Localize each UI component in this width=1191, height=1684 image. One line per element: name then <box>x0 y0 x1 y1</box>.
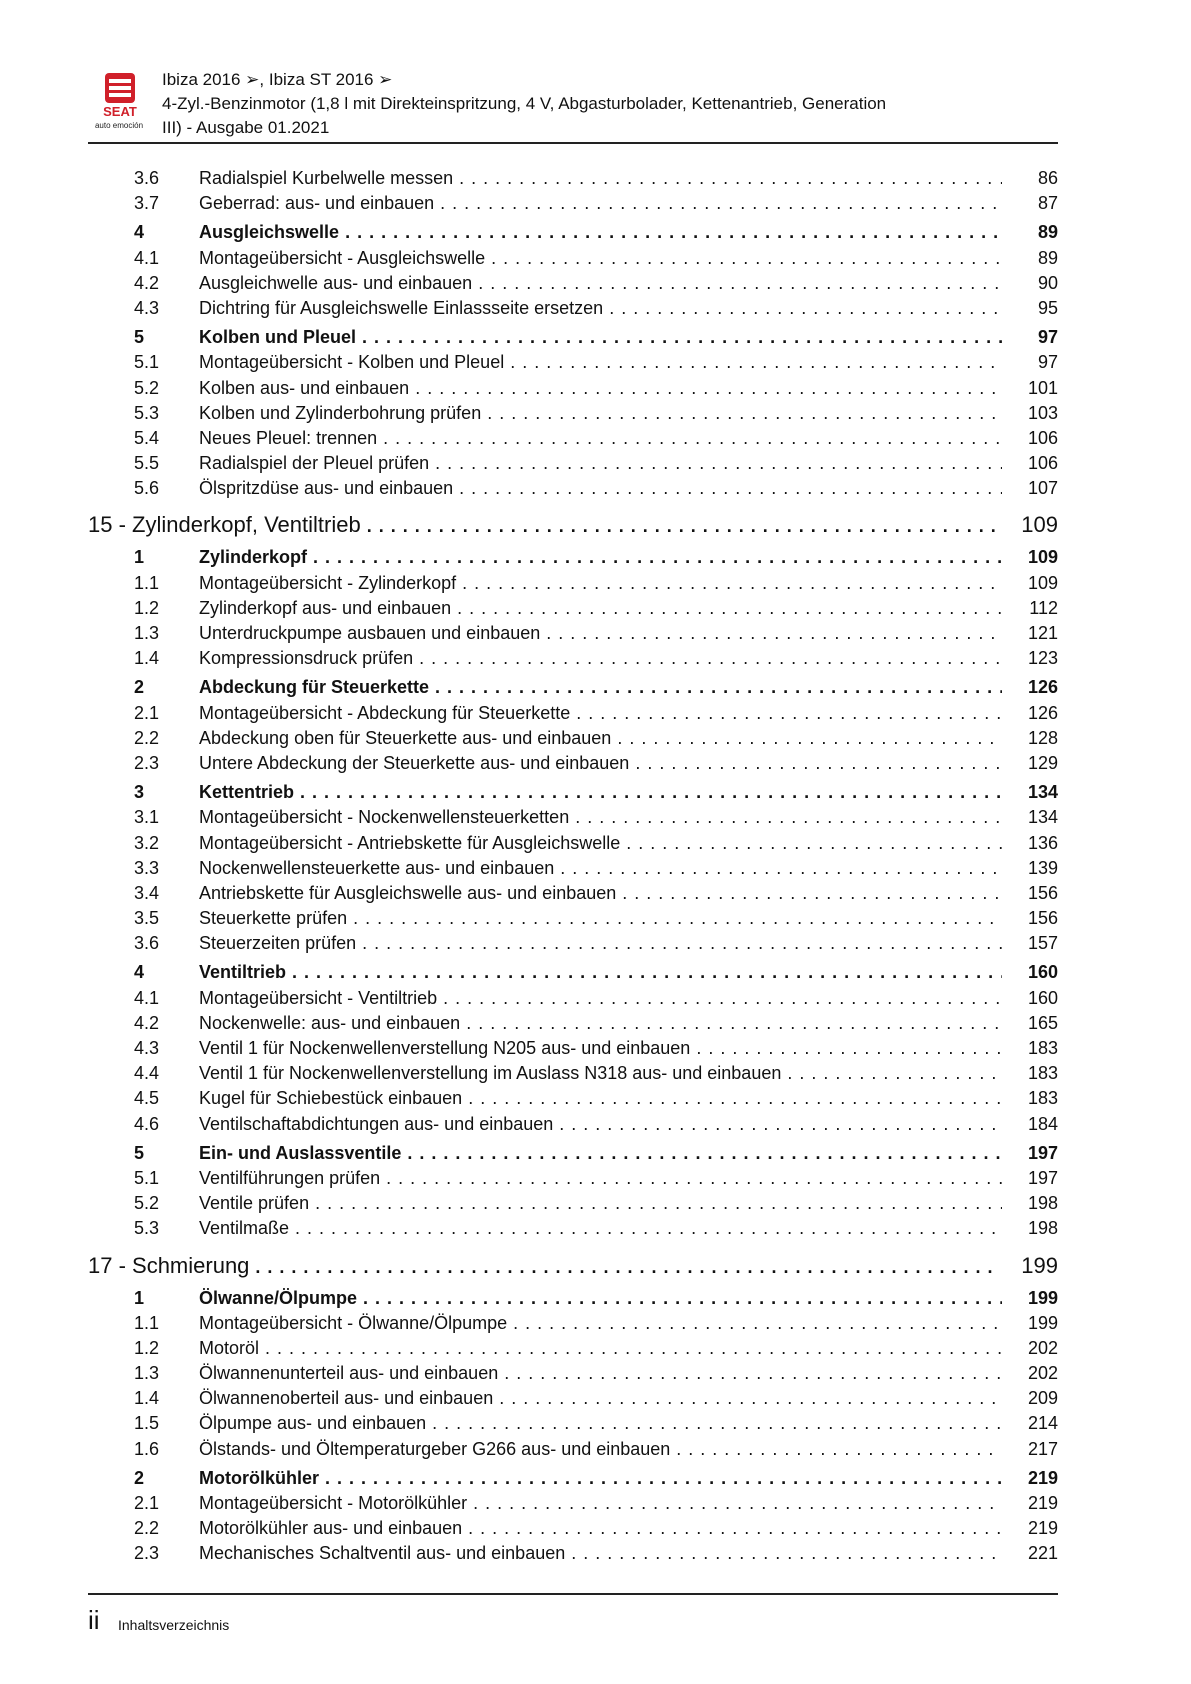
toc-number: 1.2 <box>134 597 160 618</box>
toc-title: Nockenwelle: aus- und einbauen . . . <box>199 1011 1002 1036</box>
toc-entry[interactable] <box>88 931 1058 956</box>
toc-title: Montageübersicht - Motorölkühler . . . <box>199 1491 1002 1516</box>
toc-page-number: 97 <box>1037 352 1058 373</box>
toc-title: Untere Abdeckung der Steuerkette aus- und einbauen . . . <box>199 751 1002 776</box>
toc-section[interactable] <box>88 220 1058 245</box>
toc-title: Motoröl . . . <box>199 1336 1002 1361</box>
toc-title: Ventilschaftabdichtungen aus- und einbauen . . . <box>199 1112 1002 1137</box>
toc-title: Ölwanne/Ölpumpe . . . <box>199 1286 1002 1311</box>
toc-number: 2 <box>134 1467 145 1488</box>
toc-entry[interactable] <box>88 751 1058 776</box>
toc-title: Ölstands- und Öltemperaturgeber G266 aus- und einbauen . . . <box>199 1437 1002 1462</box>
toc-entry[interactable] <box>88 596 1058 621</box>
toc-number: 1.1 <box>134 572 160 593</box>
toc-entry[interactable] <box>88 1036 1058 1061</box>
document-header <box>88 64 1058 144</box>
toc-page-number: 199 <box>1021 1252 1058 1278</box>
toc-page-number: 209 <box>1027 1388 1058 1409</box>
toc-number: 1.2 <box>134 1337 160 1358</box>
toc-number: 3.2 <box>134 832 160 853</box>
toc-page-number: 89 <box>1037 222 1058 243</box>
toc-page-number: 97 <box>1037 327 1058 348</box>
toc-title: Ölspritzdüse aus- und einbauen . . . <box>199 476 1002 501</box>
toc-entry[interactable] <box>88 1086 1058 1111</box>
toc-title: Ventile prüfen . . . <box>199 1191 1002 1216</box>
toc-number: 5.6 <box>134 478 160 499</box>
toc-entry[interactable] <box>88 246 1058 271</box>
toc-section[interactable] <box>88 780 1058 805</box>
toc-title: Unterdruckpumpe ausbauen und einbauen . . . <box>199 621 1002 646</box>
toc-title: Steuerkette prüfen . . . <box>199 906 1002 931</box>
svg-text:auto emoción: auto emoción <box>94 121 144 130</box>
toc-number: 4.1 <box>134 987 160 1008</box>
toc-entry[interactable] <box>88 376 1058 401</box>
toc-page-number: 106 <box>1027 453 1058 474</box>
toc-title: Montageübersicht - Antriebskette für Ausgleichswelle . . . <box>199 831 1002 856</box>
toc-title: Ventil 1 für Nockenwellenverstellung N205 aus- und einbauen . . . <box>199 1036 1002 1061</box>
toc-number: 3.3 <box>134 857 160 878</box>
toc-entry[interactable] <box>88 1311 1058 1336</box>
title-line-1: Ibiza 2016 ➢, Ibiza ST 2016 ➢ <box>162 70 393 89</box>
toc-entry[interactable] <box>88 726 1058 751</box>
toc-number: 2.1 <box>134 702 160 723</box>
toc-number: 5 <box>134 327 145 348</box>
toc-page-number: 112 <box>1029 597 1058 618</box>
toc-entry[interactable] <box>88 831 1058 856</box>
toc-number: 1.1 <box>134 1312 160 1333</box>
toc-number: 2.3 <box>134 1543 160 1564</box>
toc-entry[interactable] <box>88 1011 1058 1036</box>
toc-number: 1.3 <box>134 623 160 643</box>
toc-section[interactable] <box>88 960 1058 985</box>
toc-page-number: 107 <box>1027 478 1058 499</box>
toc-page-number: 199 <box>1027 1312 1058 1333</box>
toc-page-number: 198 <box>1027 1218 1058 1239</box>
toc-entry[interactable] <box>88 350 1058 375</box>
toc-number: 5.3 <box>134 402 160 423</box>
toc-entry[interactable] <box>88 906 1058 931</box>
toc-entry[interactable] <box>88 476 1058 501</box>
toc-entry[interactable] <box>88 1516 1058 1541</box>
toc-number: 4.5 <box>134 1088 160 1109</box>
toc-title: Kolben aus- und einbauen . . . <box>199 376 1002 401</box>
toc-entry[interactable] <box>88 1061 1058 1086</box>
toc-page-number: 183 <box>1027 1063 1058 1084</box>
toc-title: Ventilführungen prüfen . . . <box>199 1166 1002 1191</box>
page-footer <box>88 1593 1058 1635</box>
toc-entry[interactable] <box>88 426 1058 451</box>
toc-page-number: 165 <box>1027 1012 1058 1033</box>
toc-title: Montageübersicht - Ölwanne/Ölpumpe . . . <box>199 1311 1002 1336</box>
toc-title: Motorölkühler . . . <box>199 1466 1002 1491</box>
toc-entry[interactable] <box>88 1166 1058 1191</box>
toc-page-number: 136 <box>1027 832 1058 853</box>
toc-entry[interactable] <box>88 451 1058 476</box>
table-of-contents <box>88 166 1058 1567</box>
footer-label: Inhaltsverzeichnis <box>118 1617 230 1633</box>
toc-title: Abdeckung für Steuerkette . . . <box>199 675 1002 700</box>
toc-section[interactable] <box>88 1141 1058 1166</box>
toc-title: Kompressionsdruck prüfen . . . <box>199 646 1002 671</box>
toc-title: Kugel für Schiebestück einbauen . . . <box>199 1086 1002 1111</box>
toc-title: Abdeckung oben für Steuerkette aus- und einbauen . . . <box>199 726 1002 751</box>
toc-page-number: 197 <box>1027 1142 1058 1163</box>
svg-text:SEAT: SEAT <box>103 104 137 119</box>
toc-entry[interactable] <box>88 986 1058 1011</box>
toc-entry[interactable] <box>88 881 1058 906</box>
toc-page-number: 128 <box>1027 727 1058 748</box>
toc-number: 4.3 <box>134 297 160 318</box>
toc-title: Zylinderkopf aus- und einbauen . . . <box>199 596 1002 621</box>
toc-entry[interactable] <box>88 646 1058 671</box>
toc-title: Ölpumpe aus- und einbauen . . . <box>199 1411 1002 1436</box>
toc-entry[interactable] <box>88 701 1058 726</box>
toc-title: Ventilmaße . . . <box>199 1216 1002 1241</box>
toc-entry[interactable] <box>88 1541 1058 1566</box>
toc-number: 1.3 <box>134 1363 160 1384</box>
toc-title: Ein- und Auslassventile . . . <box>199 1141 1002 1166</box>
toc-number: 2.2 <box>134 1518 160 1539</box>
toc-page-number: 202 <box>1027 1337 1058 1358</box>
toc-title: Motorölkühler aus- und einbauen . . . <box>199 1516 1002 1541</box>
toc-page-number: 198 <box>1027 1193 1058 1214</box>
toc-page-number: 199 <box>1027 1287 1058 1308</box>
toc-number: 5.4 <box>134 427 160 448</box>
toc-page-number: 139 <box>1027 857 1058 878</box>
toc-title: Steuerzeiten prüfen . . . <box>199 931 1002 956</box>
toc-number: 5.2 <box>134 377 160 398</box>
toc-title: Montageübersicht - Ventiltrieb . . . <box>199 986 1002 1011</box>
toc-page-number: 90 <box>1037 272 1058 293</box>
toc-page-number: 214 <box>1027 1413 1058 1434</box>
toc-page-number: 219 <box>1027 1467 1058 1488</box>
toc-entry[interactable] <box>88 296 1058 321</box>
toc-number: 4.6 <box>134 1113 160 1134</box>
toc-title: Dichtring für Ausgleichswelle Einlassseite ersetzen . . . <box>199 296 1002 321</box>
toc-page-number: 221 <box>1027 1543 1058 1564</box>
toc-page-number: 86 <box>1037 168 1058 188</box>
title-line-2: 4-Zyl.-Benzinmotor (1,8 l mit Direkteinspritzung, 4 V, Abgasturbolader, Kettenantrieb, Generation <box>162 94 887 113</box>
toc-number: 4 <box>134 222 145 243</box>
toc-chapter[interactable] <box>88 1250 1058 1282</box>
toc-page-number: 95 <box>1037 297 1058 318</box>
toc-page-number: 219 <box>1027 1518 1058 1539</box>
toc-number: 2 <box>134 677 145 698</box>
toc-page-number: 87 <box>1037 193 1058 214</box>
toc-page-number: 197 <box>1027 1167 1058 1188</box>
toc-chapter[interactable] <box>88 509 1058 541</box>
toc-page-number: 157 <box>1027 933 1058 954</box>
toc-number: 5.2 <box>134 1193 160 1214</box>
toc-page-number: 129 <box>1027 752 1058 773</box>
toc-number: 3.6 <box>134 933 160 954</box>
toc-title: 17 - Schmierung . . . <box>88 1250 998 1283</box>
toc-title: Kolben und Pleuel . . . <box>199 325 1002 350</box>
toc-page-number: 217 <box>1027 1438 1058 1459</box>
toc-page-number: 126 <box>1027 702 1058 723</box>
toc-number: 3.7 <box>134 193 160 214</box>
toc-title: Kettentrieb . . . <box>199 780 1002 805</box>
toc-number: 4.4 <box>134 1063 160 1084</box>
toc-title: Zylinderkopf . . . <box>199 545 1002 570</box>
toc-number: 2.2 <box>134 727 160 748</box>
toc-title: Nockenwellensteuerkette aus- und einbauen . . . <box>199 856 1002 881</box>
toc-title: Radialspiel der Pleuel prüfen . . . <box>199 451 1002 476</box>
toc-number: 3.5 <box>134 908 160 929</box>
toc-page-number: 103 <box>1027 402 1058 423</box>
toc-title: Antriebskette für Ausgleichswelle aus- und einbauen . . . <box>199 881 1002 906</box>
toc-title: Montageübersicht - Ausgleichswelle . . . <box>199 246 1002 271</box>
toc-number: 1.4 <box>134 1388 160 1409</box>
toc-page-number: 121 <box>1027 623 1058 643</box>
toc-title: Montageübersicht - Kolben und Pleuel . . . <box>199 350 1002 375</box>
toc-page-number: 126 <box>1027 677 1058 698</box>
toc-entry[interactable] <box>88 1411 1058 1436</box>
toc-page-number: 109 <box>1027 572 1058 593</box>
toc-entry[interactable] <box>88 401 1058 426</box>
toc-section[interactable] <box>88 675 1058 700</box>
toc-page-number: 89 <box>1037 247 1058 268</box>
toc-number: 2.1 <box>134 1493 160 1513</box>
toc-number: 1.5 <box>134 1413 160 1434</box>
toc-entry[interactable] <box>88 166 1058 191</box>
toc-page-number: 183 <box>1027 1088 1058 1109</box>
toc-page-number: 160 <box>1027 962 1058 983</box>
toc-number: 5.5 <box>134 453 160 474</box>
toc-page-number: 134 <box>1027 782 1058 803</box>
toc-number: 1.6 <box>134 1438 160 1459</box>
toc-entry[interactable] <box>88 1437 1058 1462</box>
toc-number: 5.3 <box>134 1218 160 1239</box>
toc-title: Ausgleichwelle aus- und einbauen . . . <box>199 271 1002 296</box>
toc-number: 1.4 <box>134 648 160 669</box>
toc-title: Mechanisches Schaltventil aus- und einbauen . . . <box>199 1541 1002 1566</box>
title-line-3: III) - Ausgabe 01.2021 <box>162 118 330 137</box>
toc-section[interactable] <box>88 325 1058 350</box>
toc-section[interactable] <box>88 545 1058 570</box>
toc-number: 4.2 <box>134 1012 160 1033</box>
toc-number: 3 <box>134 782 145 803</box>
toc-page-number: 123 <box>1027 648 1058 669</box>
toc-page-number: 184 <box>1027 1113 1058 1134</box>
toc-page-number: 106 <box>1027 427 1058 448</box>
toc-page-number: 160 <box>1027 987 1058 1008</box>
toc-number: 3.1 <box>134 807 160 828</box>
toc-title: Ölwannenunterteil aus- und einbauen . . . <box>199 1361 1002 1386</box>
toc-page-number: 183 <box>1027 1038 1058 1058</box>
toc-number: 4.3 <box>134 1038 160 1058</box>
toc-page-number: 156 <box>1027 908 1058 929</box>
toc-entry[interactable] <box>88 1191 1058 1216</box>
toc-entry[interactable] <box>88 1336 1058 1361</box>
toc-title: Ölwannenoberteil aus- und einbauen . . . <box>199 1386 1002 1411</box>
toc-entry[interactable] <box>88 1386 1058 1411</box>
toc-title: Geberrad: aus- und einbauen . . . <box>199 191 1002 216</box>
toc-entry[interactable] <box>88 805 1058 830</box>
toc-title: 15 - Zylinderkopf, Ventiltrieb . . . <box>88 509 998 542</box>
toc-page-number: 202 <box>1027 1363 1058 1384</box>
toc-title: Ventiltrieb . . . <box>199 960 1002 985</box>
document-title <box>162 68 1062 140</box>
toc-entry[interactable] <box>88 856 1058 881</box>
page-number: ii <box>88 1605 100 1635</box>
toc-entry[interactable] <box>88 1361 1058 1386</box>
toc-entry[interactable] <box>88 1491 1058 1516</box>
toc-page-number: 101 <box>1027 377 1058 398</box>
toc-number: 4.1 <box>134 247 160 268</box>
toc-number: 5.1 <box>134 352 160 373</box>
toc-number: 2.3 <box>134 752 160 773</box>
toc-number: 4 <box>134 962 145 983</box>
toc-page-number: 134 <box>1027 807 1058 828</box>
toc-entry[interactable] <box>88 271 1058 296</box>
toc-title: Ventil 1 für Nockenwellenverstellung im Auslass N318 aus- und einbauen . . . <box>199 1061 1002 1086</box>
toc-entry[interactable] <box>88 191 1058 216</box>
toc-title: Radialspiel Kurbelwelle messen . . . <box>199 166 1002 191</box>
toc-title: Montageübersicht - Zylinderkopf . . . <box>199 571 1002 596</box>
toc-number: 5 <box>134 1142 145 1163</box>
toc-entry[interactable] <box>88 1112 1058 1137</box>
toc-title: Ausgleichswelle . . . <box>199 220 1002 245</box>
toc-number: 5.1 <box>134 1167 160 1188</box>
toc-title: Neues Pleuel: trennen . . . <box>199 426 1002 451</box>
toc-number: 1 <box>134 1287 145 1308</box>
toc-entry[interactable] <box>88 571 1058 596</box>
toc-section[interactable] <box>88 1466 1058 1491</box>
toc-number: 3.4 <box>134 882 160 903</box>
toc-entry[interactable] <box>88 1216 1058 1241</box>
toc-section[interactable] <box>88 1286 1058 1311</box>
toc-number: 1 <box>134 547 145 568</box>
toc-title: Kolben und Zylinderbohrung prüfen . . . <box>199 401 1002 426</box>
toc-number: 4.2 <box>134 272 160 293</box>
toc-entry[interactable] <box>88 621 1058 646</box>
toc-title: Montageübersicht - Nockenwellensteuerketten . . . <box>199 805 1002 830</box>
toc-number: 3.6 <box>134 168 160 188</box>
toc-page-number: 156 <box>1027 882 1058 903</box>
toc-page-number: 219 <box>1027 1493 1058 1513</box>
seat-logo <box>88 70 150 132</box>
toc-page-number: 109 <box>1021 512 1058 538</box>
toc-title: Montageübersicht - Abdeckung für Steuerkette . . . <box>199 701 1002 726</box>
toc-page-number: 109 <box>1027 547 1058 568</box>
